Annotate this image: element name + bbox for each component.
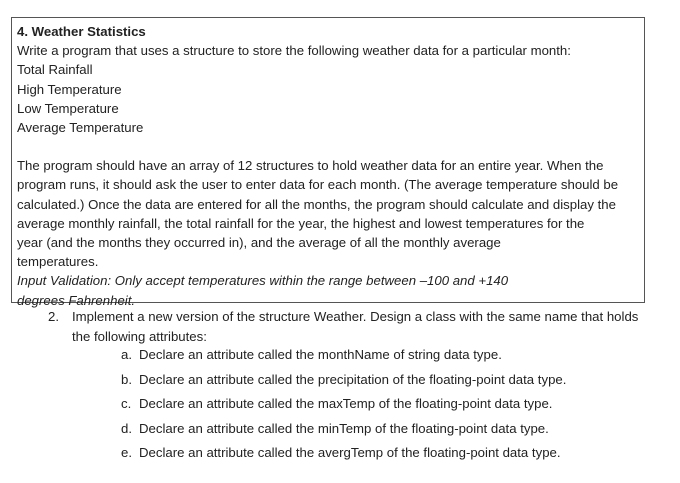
task-item [48,307,648,346]
field-item: Low Temperature [17,100,119,116]
problem-box [11,17,645,308]
attribute-list [121,345,566,468]
attribute-text: Declare an attribute called the minTemp of the floating-point data type. [139,420,549,436]
attribute-item [121,419,566,444]
task-line: Implement a new version of the structure Weather. Design a class with the same name that holds [72,309,639,324]
field-item: High Temperature [17,81,122,97]
attribute-letter: d. [121,420,132,436]
task-line: the following attributes: [72,328,207,344]
field-item: Average Temperature [17,120,144,136]
validation-line: Input Validation: Only accept temperatures within the range between –100 and +140 [17,273,509,289]
body-line: year (and the months they occurred in), and the average of all the monthly average [17,235,501,251]
attribute-letter: b. [121,371,132,387]
attribute-letter: a. [121,347,132,362]
task-number: 2. [48,309,59,324]
attribute-item [121,443,566,468]
attribute-letter: c. [121,396,132,411]
body-line: program runs, it should ask the user to enter data for each month. (The average temperature should be [17,177,619,193]
body-line: temperatures. [17,254,99,270]
body-line: average monthly rainfall, the total rainfall for the year, the highest and lowest temperatures for the [17,215,585,231]
attribute-text: Declare an attribute called the precipitation of the floating-point data type. [139,371,567,387]
field-item: Total Rainfall [17,62,93,78]
body-line: calculated.) Once the data are entered for all the months, the program should calculate and display the [17,196,616,212]
validation-line: degrees Fahrenheit. [17,292,136,308]
spacer [17,137,644,156]
attribute-item [121,394,566,419]
attribute-text: Declare an attribute called the monthName of string data type. [139,347,502,362]
body-line: The program should have an array of 12 structures to hold weather data for an entire year. When the [17,158,604,174]
attribute-text: Declare an attribute called the avergTemp of the floating-point data type. [139,445,561,460]
attribute-letter: e. [121,445,132,460]
attribute-item [121,370,566,395]
attribute-item [121,345,566,370]
problem-title: 4. Weather Statistics [17,24,146,39]
attribute-text: Declare an attribute called the maxTemp of the floating-point data type. [139,396,553,411]
problem-intro: Write a program that uses a structure to store the following weather data for a particular month: [17,43,571,59]
